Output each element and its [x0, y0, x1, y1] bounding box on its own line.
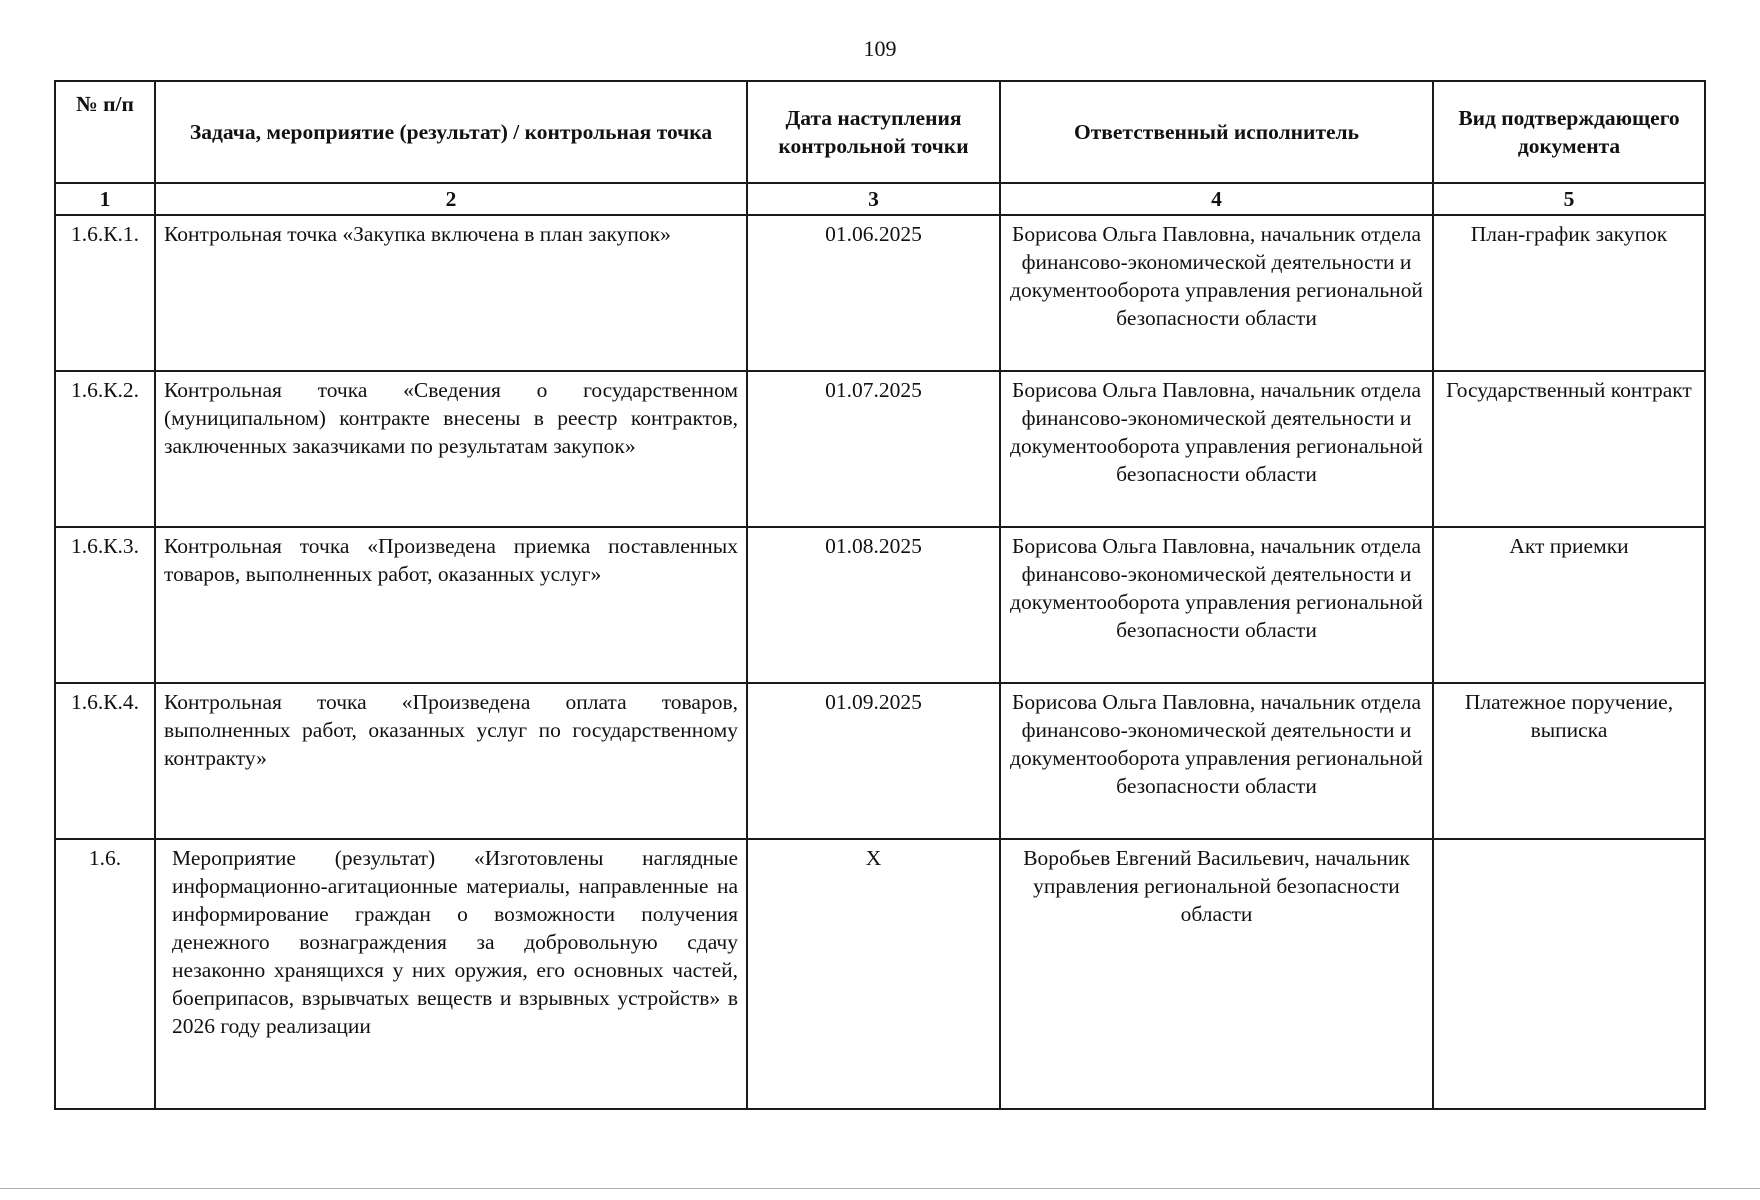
row-task: Контрольная точка «Сведения о государственном (муниципальном) контракте внесены в реестр контрактов, заключенных заказчиками по результатам закупок»: [155, 371, 747, 527]
row-number: 1.6.К.4.: [55, 683, 155, 839]
control-points-table: [54, 80, 1706, 1110]
table-row: [55, 839, 1705, 1109]
page-number: 109: [863, 36, 897, 61]
table-header-row: [55, 81, 1705, 183]
column-number: 1: [55, 183, 155, 215]
header-task: Задача, мероприятие (результат) / контрольная точка: [155, 81, 747, 183]
row-task: Контрольная точка «Закупка включена в план закупок»: [155, 215, 747, 371]
table-row: [55, 683, 1705, 839]
row-task: Контрольная точка «Произведена приемка поставленных товаров, выполненных работ, оказанных услуг»: [155, 527, 747, 683]
column-number: 4: [1000, 183, 1433, 215]
header-number: № п/п: [55, 81, 155, 183]
row-document: План-график закупок: [1433, 215, 1705, 371]
row-task: Мероприятие (результат) «Изготовлены наглядные информационно-агитационные материалы, направленные на информирование граждан о возможности получения денежного вознаграждения за добровольную сдачу незаконно хранящихся у них оружия, его основных частей, боеприпасов, взрывчатых веществ и взрывных устройств» в 2026 году реализации: [155, 839, 747, 1109]
row-responsible: Воробьев Евгений Васильевич, начальник управления региональной безопасности области: [1000, 839, 1433, 1109]
row-date: 01.09.2025: [747, 683, 1000, 839]
row-task: Контрольная точка «Произведена оплата товаров, выполненных работ, оказанных услуг по государственному контракту»: [155, 683, 747, 839]
column-number: 3: [747, 183, 1000, 215]
row-document: Платежное поручение, выписка: [1433, 683, 1705, 839]
row-date: 01.06.2025: [747, 215, 1000, 371]
row-responsible: Борисова Ольга Павловна, начальник отдела финансово-экономической деятельности и документооборота управления региональной безопасности области: [1000, 683, 1433, 839]
row-responsible: Борисова Ольга Павловна, начальник отдела финансово-экономической деятельности и документооборота управления региональной безопасности области: [1000, 527, 1433, 683]
column-number: 2: [155, 183, 747, 215]
row-number: 1.6.К.3.: [55, 527, 155, 683]
column-number-row: [55, 183, 1705, 215]
table-row: [55, 371, 1705, 527]
row-responsible: Борисова Ольга Павловна, начальник отдела финансово-экономической деятельности и документооборота управления региональной безопасности области: [1000, 371, 1433, 527]
footer-divider: [0, 1188, 1760, 1189]
row-number: 1.6.К.1.: [55, 215, 155, 371]
table-row: [55, 215, 1705, 371]
table-row: [55, 527, 1705, 683]
row-document: Государственный контракт: [1433, 371, 1705, 527]
column-number: 5: [1433, 183, 1705, 215]
header-document: Вид подтверждающего документа: [1433, 81, 1705, 183]
row-responsible: Борисова Ольга Павловна, начальник отдела финансово-экономической деятельности и документооборота управления региональной безопасности области: [1000, 215, 1433, 371]
row-number: 1.6.: [55, 839, 155, 1109]
row-number: 1.6.К.2.: [55, 371, 155, 527]
header-date: Дата наступления контрольной точки: [747, 81, 1000, 183]
row-document: [1433, 839, 1705, 1109]
row-date: 01.08.2025: [747, 527, 1000, 683]
row-document: Акт приемки: [1433, 527, 1705, 683]
row-date: 01.07.2025: [747, 371, 1000, 527]
header-responsible: Ответственный исполнитель: [1000, 81, 1433, 183]
row-date: Х: [747, 839, 1000, 1109]
